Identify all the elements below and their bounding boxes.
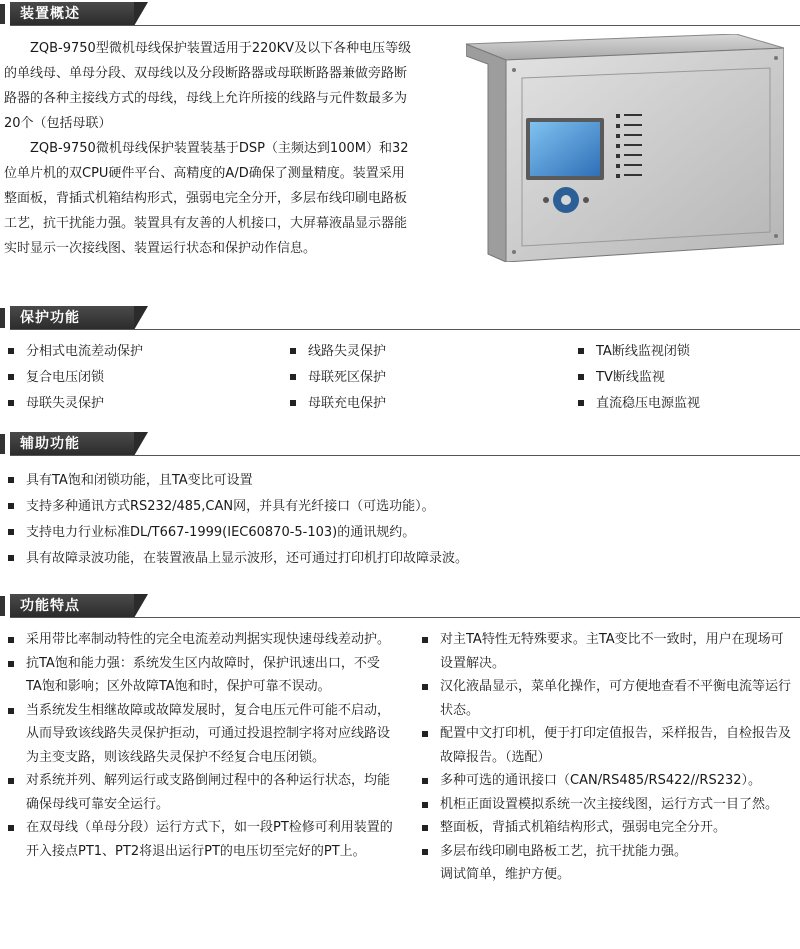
list-item: 支持电力行业标准DL/T667-1999(IEC60870-5-103)的通讯规约。: [8, 520, 788, 546]
list-item: 当系统发生相继故障或故障发展时，复合电压元件可能不启动，从而导致该线路失灵保护拒动，可通过投退控制字将对应线路设为主变支路，则该线路失灵保护不经复合电压闭锁。: [8, 699, 393, 770]
section-header-auxiliary: [0, 432, 800, 456]
device-image: [466, 34, 784, 262]
list-item: 具有故障录波功能，在装置液晶上显示波形，还可通过打印机打印故障录波。: [8, 546, 788, 572]
list-item: 整面板，背插式机箱结构形式，强弱电完全分开。: [422, 816, 796, 840]
intro-paragraph-2: ZQB-9750微机母线保护装置装基于DSP（主频达到100M）和32位单片机的双CPU硬件平台、高精度的A/D确保了测量精度。装置采用整面板，背插式机箱结构形式，强弱电完全分开，多层布线印刷电路板工艺，抗干扰能力强。装置具有友善的人机接口，大屏幕液晶显示器能实时显示一次接线图、装置运行状态和保护动作信息。: [4, 141, 409, 256]
protection-item: TA断线监视闭锁: [578, 340, 690, 359]
list-item: 在双母线（单母分段）运行方式下，如一段PT检修可利用装置的开入接点PT1、PT2将退出运行PT的电压切至完好的PT上。: [8, 816, 393, 863]
features-right-tail: 调试简单，维护方便。: [440, 867, 571, 882]
section-title-features: 功能特点: [10, 594, 134, 618]
list-item: 具有TA饱和闭锁功能，且TA变比可设置: [8, 468, 788, 494]
device-illustration: [466, 34, 784, 262]
section-title-protection: 保护功能: [10, 306, 134, 330]
list-item: 支持多种通讯方式RS232/485,CAN网，并具有光纤接口（可选功能）。: [8, 494, 788, 520]
intro-text: [4, 36, 414, 261]
list-item: 汉化液晶显示，菜单化操作，可方便地查看不平衡电流等运行状态。: [422, 675, 796, 722]
intro-paragraph-1: ZQB-9750型微机母线保护装置适用于220KV及以下各种电压等级的单线母、单母分段、双母线以及分段断路器或母联断路器兼做旁路断路器的各种主接线方式的母线，母线上允许所接的线路与元件数最多为20个（包括母联）: [4, 41, 412, 131]
list-item: 对主TA特性无特殊要求。主TA变比不一致时，用户在现场可设置解决。: [422, 628, 796, 675]
protection-item: 复合电压闭锁: [8, 366, 104, 385]
auxiliary-list: [8, 468, 788, 572]
list-item: 机柜正面设置模拟系统一次主接线图，运行方式一目了然。: [422, 793, 796, 817]
protection-item: TV断线监视: [578, 366, 665, 385]
list-item: 多层布线印刷电路板工艺，抗干扰能力强。: [422, 840, 796, 864]
protection-item: 母联充电保护: [290, 392, 386, 411]
list-item: 配置中文打印机，便于打印定值报告，采样报告，自检报告及故障报告。（选配）: [422, 722, 796, 769]
list-item: 抗TA饱和能力强：系统发生区内故障时，保护讯速出口，不受TA饱和影响；区外故障TA饱和时，保护可靠不误动。: [8, 652, 393, 699]
section-title-overview: 装置概述: [10, 2, 134, 26]
section-header-overview: [0, 2, 800, 26]
list-item: 多种可选的通讯接口（CAN/RS485/RS422//RS232）。: [422, 769, 796, 793]
section-header-protection: [0, 306, 800, 330]
section-title-auxiliary: 辅助功能: [10, 432, 134, 456]
protection-item: 线路失灵保护: [290, 340, 386, 359]
list-item: 采用带比率制动特性的完全电流差动判据实现快速母线差动护。: [8, 628, 393, 652]
features-right: [422, 628, 796, 887]
protection-item: 母联失灵保护: [8, 392, 104, 411]
list-item: 对系统并列、解列运行或支路倒闸过程中的各种运行状态，均能确保母线可靠安全运行。: [8, 769, 393, 816]
section-header-features: [0, 594, 800, 618]
protection-item: 母联死区保护: [290, 366, 386, 385]
features-left: [8, 628, 393, 863]
protection-item: 直流稳压电源监视: [578, 392, 700, 411]
protection-item: 分相式电流差动保护: [8, 340, 143, 359]
